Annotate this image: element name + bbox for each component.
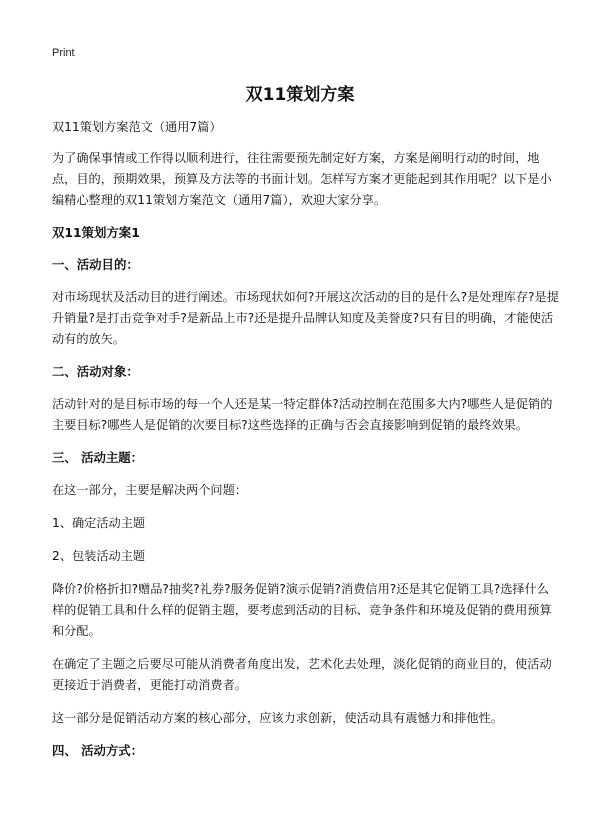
document-title: 双11策划方案 [245,85,355,105]
section-theme-paragraph: 降价?价格折扣?赠品?抽奖?礼券?服务促销?演示促销?消费信用?还是其它促销工具?选择什么样的促销工具和什么样的促销主题，要考虑到活动的目标、竞争条件和环境及促销的费用预算和分配。 [52,582,552,638]
section-theme-paragraph: 在确定了主题之后要尽可能从消费者角度出发，艺术化去处理，淡化促销的商业目的，使活动更接近于消费者，更能打动消费者。 [52,657,552,692]
section-body-audience: 活动针对的是目标市场的每一个人还是某一特定群体?活动控制在范围多大内?哪些人是促销的主要目标?哪些人是促销的次要目标?这些选择的正确与否会直接影响到促销的最终效果。 [52,397,553,432]
list-item: 1、确定活动主题 [52,516,146,530]
print-label: Print [52,47,75,59]
section-theme-paragraph: 这一部分是促销活动方案的核心部分，应该力求创新，使活动具有震憾力和排他性。 [52,711,503,725]
intro-paragraph: 为了确保事情或工作得以顺利进行，往往需要预先制定好方案，方案是阐明行动的时间，地点，目的，预期效果，预算及方法等的书面计划。怎样写方案才更能起到其作用呢？以下是小编精心整理的双11策划方案范文（通用7篇），欢迎大家分享。 [52,151,552,207]
list-item: 2、包装活动主题 [52,549,146,563]
section-heading-method: 四、 活动方式： [52,743,144,758]
document-subtitle: 双11策划方案范文（通用7篇） [52,120,222,134]
section-heading-purpose: 一、活动目的： [52,257,139,272]
section-heading-audience: 二、活动对象： [52,364,139,379]
document-body [52,117,560,773]
section-body-purpose: 对市场现状及活动目的进行阐述。市场现状如何?开展这次活动的目的是什么?是处理库存?是提升销量?是打击竞争对手?是新品上市?还是提升品牌认知度及美誉度?只有目的明确，才能使活动有的放矢。 [52,290,559,346]
plan-heading: 双11策划方案1 [52,225,140,240]
section-heading-theme: 三、 活动主题： [52,450,144,465]
section-theme-intro: 在这一部分，主要是解决两个问题： [52,483,247,497]
